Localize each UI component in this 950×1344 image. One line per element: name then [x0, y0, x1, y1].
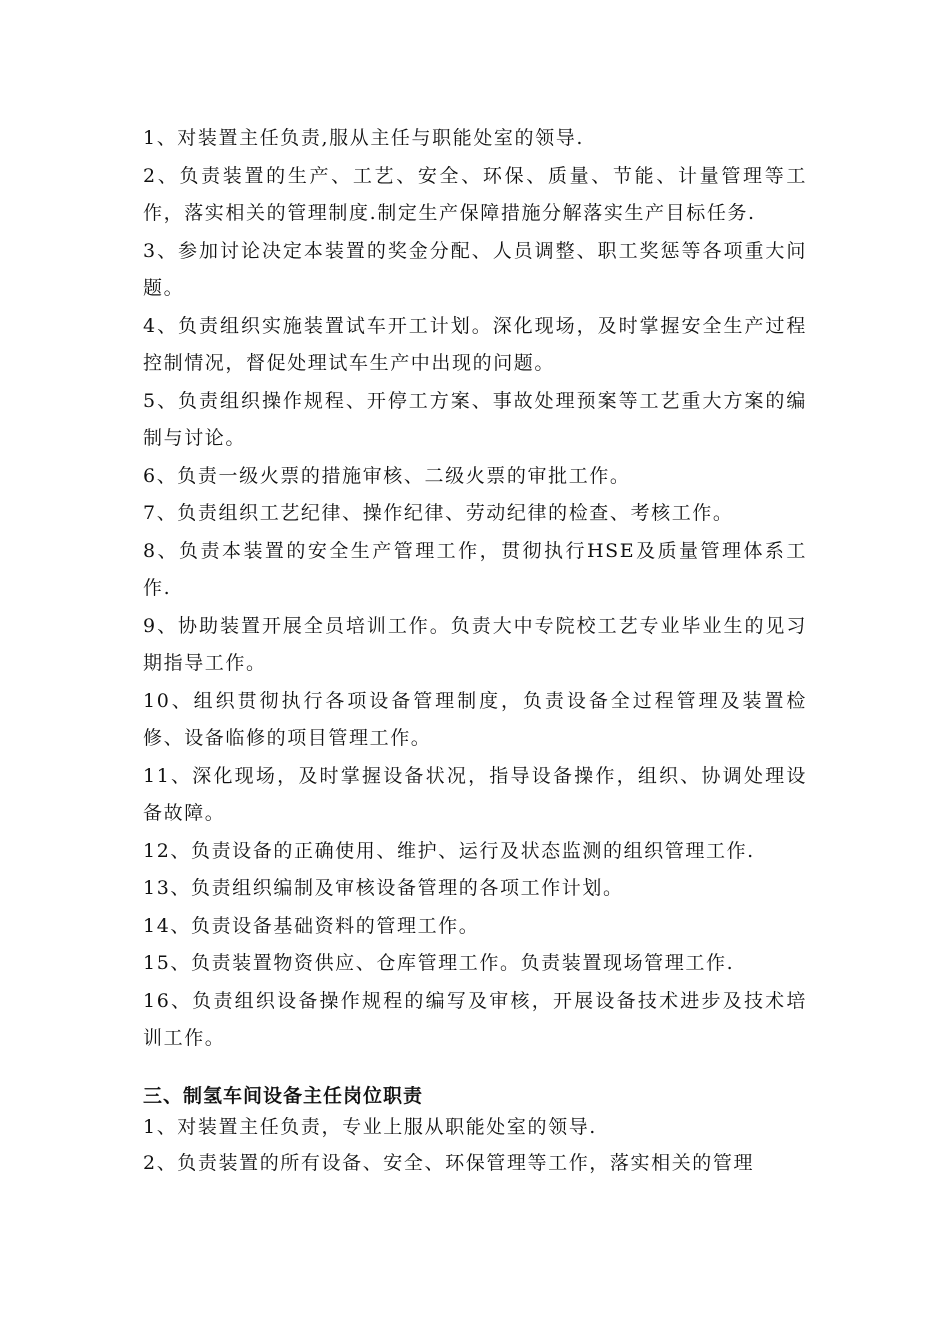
- duty-item-10: 10、组织贯彻执行各项设备管理制度，负责设备全过程管理及装置检修、设备临修的项目管理工作。: [143, 689, 807, 749]
- duty-item-2: 2、负责装置的生产、工艺、安全、环保、质量、节能、计量管理等工作，落实相关的管理制度.制定生产保障措施分解落实生产目标任务.: [143, 164, 807, 224]
- duty-item-12: 12、负责设备的正确使用、维护、运行及状态监测的组织管理工作.: [143, 839, 755, 862]
- duty-item-3: 3、参加讨论决定本装置的奖金分配、人员调整、职工奖惩等各项重大问题。: [143, 239, 807, 299]
- duty-item-4: 4、负责组织实施装置试车开工计划。深化现场，及时掌握安全生产过程控制情况，督促处理试车生产中出现的问题。: [143, 314, 807, 374]
- duty-item-13: 13、负责组织编制及审核设备管理的各项工作计划。: [143, 877, 624, 899]
- equipment-duty-item-2: 2、负责装置的所有设备、安全、环保管理等工作，落实相关的管理: [143, 1151, 755, 1174]
- document-body: [143, 120, 807, 1182]
- duty-item-8: 8、负责本装置的安全生产管理工作，贯彻执行HSE及质量管理体系工作.: [143, 539, 807, 599]
- duty-item-16: 16、负责组织设备操作规程的编写及审核，开展设备技术进步及技术培训工作。: [143, 989, 807, 1049]
- duty-item-5: 5、负责组织操作规程、开停工方案、事故处理预案等工艺重大方案的编制与讨论。: [143, 389, 807, 449]
- duty-list-part1: [143, 120, 807, 1058]
- duty-item-14: 14、负责设备基础资料的管理工作。: [143, 914, 480, 937]
- duty-item-9: 9、协助装置开展全员培训工作。负责大中专院校工艺专业毕业生的见习期指导工作。: [143, 614, 807, 674]
- duty-item-15: 15、负责装置物资供应、仓库管理工作。负责装置现场管理工作.: [143, 952, 735, 974]
- duty-item-6: 6、负责一级火票的措施审核、二级火票的审批工作。: [143, 464, 631, 487]
- duty-item-7: 7、负责组织工艺纪律、操作纪律、劳动纪律的检查、考核工作。: [143, 502, 734, 524]
- duty-list-part2: [143, 1110, 807, 1183]
- equipment-duty-item-1: 1、对装置主任负责，专业上服从职能处室的领导.: [143, 1115, 597, 1138]
- duty-item-1: 1、对装置主任负责,服从主任与职能处室的领导.: [143, 127, 584, 149]
- duty-item-11: 11、深化现场，及时掌握设备状况，指导设备操作，组织、协调处理设备故障。: [143, 764, 807, 824]
- section-heading: 三、制氢车间设备主任岗位职责: [143, 1084, 424, 1107]
